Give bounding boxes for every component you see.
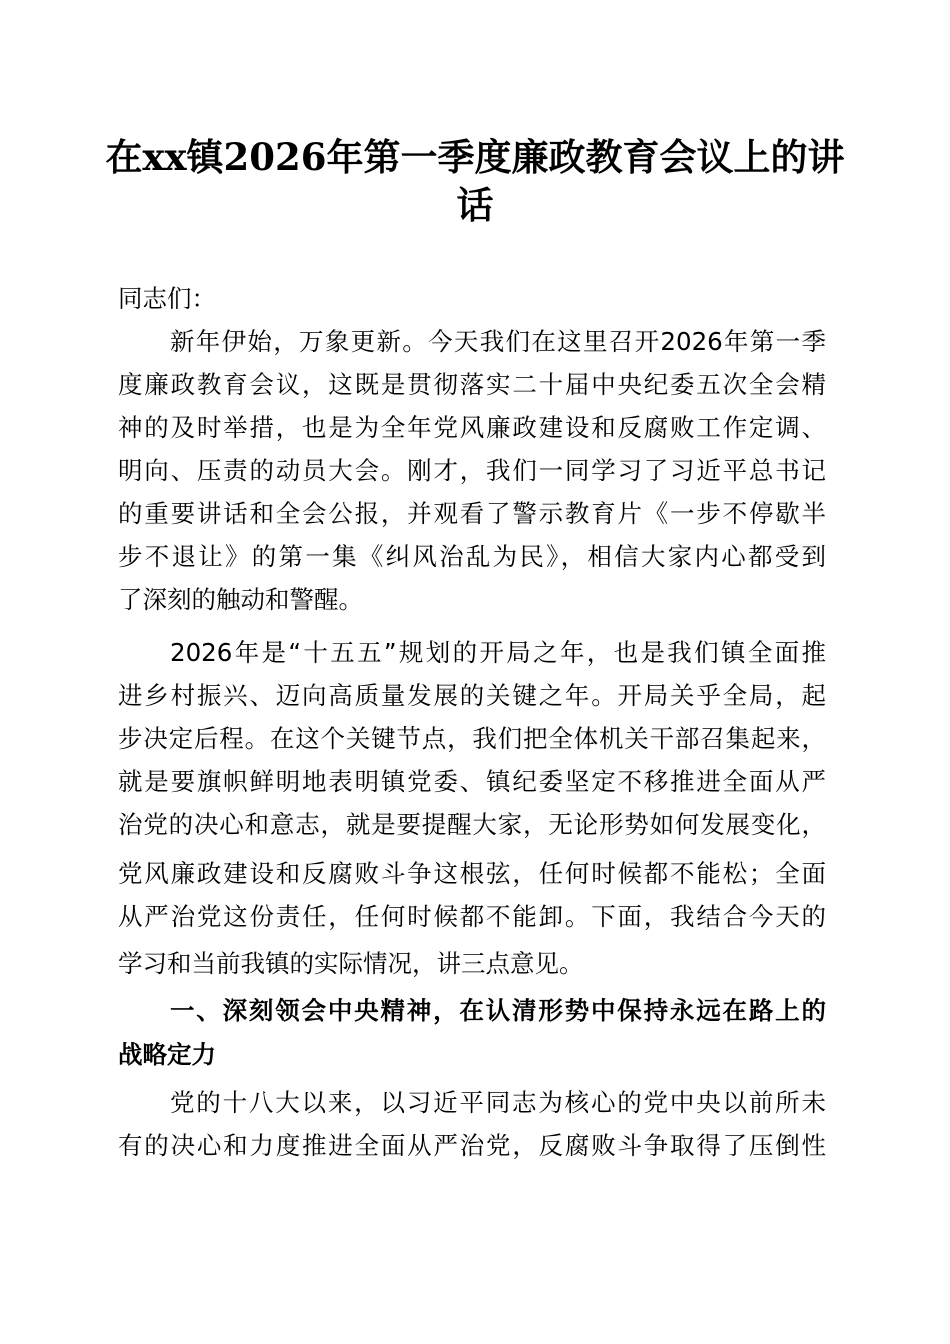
paragraph-2-line: 学习和当前我镇的实际情况，讲三点意见。 [118, 949, 584, 978]
paragraph-1-line: 度廉政教育会议，这既是贯彻落实二十届中央纪委五次全会精 [118, 370, 826, 399]
paragraph-2-line: 党风廉政建设和反腐败斗争这根弦，任何时候都不能松；全面 [118, 859, 826, 888]
salutation: 同志们： [118, 284, 216, 313]
paragraph-2-line: 进乡村振兴、迈向高质量发展的关键之年。开局关乎全局，起 [118, 681, 826, 710]
paragraph-3-line: 有的决心和力度推进全面从严治党，反腐败斗争取得了压倒性 [118, 1131, 826, 1160]
paragraph-1-line: 神的及时举措，也是为全年党风廉政建设和反腐败工作定调、 [118, 413, 826, 442]
document-title-line-2: 话 [456, 183, 494, 227]
section-heading-1-line: 一、深刻领会中央精神，在认清形势中保持永远在路上的 [170, 996, 826, 1025]
document-title-line-1: 在xx镇2026年第一季度廉政教育会议上的讲 [105, 135, 845, 179]
paragraph-2-line: 治党的决心和意志，就是要提醒大家，无论形势如何发展变化， [118, 810, 826, 839]
paragraph-1-line: 新年伊始，万象更新。今天我们在这里召开2026年第一季 [170, 327, 826, 356]
paragraph-2-line: 2026年是“十五五”规划的开局之年，也是我们镇全面推 [170, 638, 826, 667]
paragraph-1-line: 了深刻的触动和警醒。 [118, 585, 363, 614]
paragraph-2-line: 从严治党这份责任，任何时候都不能卸。下面，我结合今天的 [118, 902, 826, 931]
paragraph-1-line: 步不退让》的第一集《纠风治乱为民》，相信大家内心都受到 [118, 542, 826, 571]
paragraph-1-line: 明向、压责的动员大会。刚才，我们一同学习了习近平总书记 [118, 456, 826, 485]
paragraph-2-line: 就是要旗帜鲜明地表明镇党委、镇纪委坚定不移推进全面从严 [118, 767, 826, 796]
section-heading-1-line: 战略定力 [118, 1040, 216, 1069]
paragraph-1-line: 的重要讲话和全会公报，并观看了警示教育片《一步不停歇半 [118, 499, 826, 528]
paragraph-2-line: 步决定后程。在这个关键节点，我们把全体机关干部召集起来， [118, 724, 826, 753]
paragraph-3-line: 党的十八大以来，以习近平同志为核心的党中央以前所未 [170, 1088, 826, 1117]
